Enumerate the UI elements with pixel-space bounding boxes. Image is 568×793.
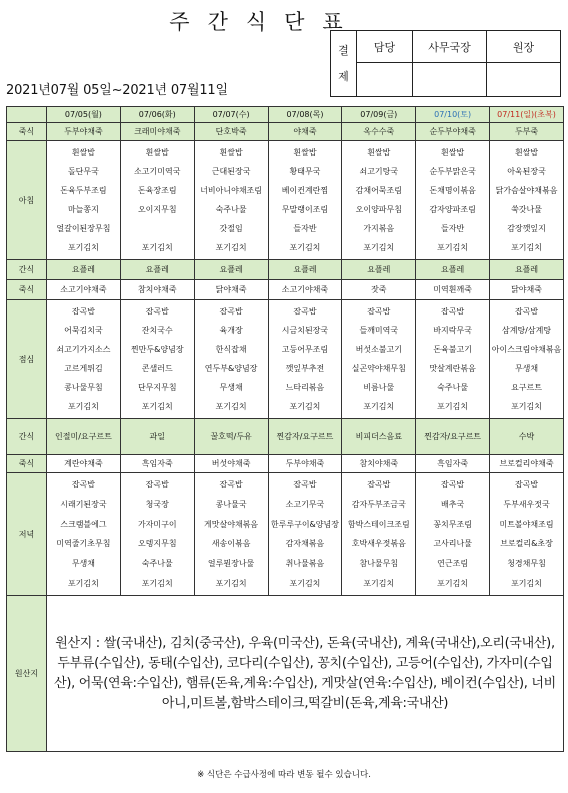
menu-item: 스크램블에그 bbox=[60, 519, 107, 529]
menu-day-cell bbox=[268, 141, 342, 260]
menu-item: 잡곡밥 bbox=[367, 480, 391, 489]
menu-item: 꽁치무조림 bbox=[433, 519, 472, 529]
menu-cell: 단호박죽 bbox=[194, 123, 268, 141]
menu-item: 포기김치 bbox=[215, 402, 247, 411]
menu-item: 돌단무국 bbox=[67, 167, 99, 176]
menu-item: 바지락무국 bbox=[433, 326, 472, 335]
menu-item: 잡곡밥 bbox=[71, 480, 96, 489]
menu-cell: 미역흰깨죽 bbox=[416, 280, 490, 300]
menu-item: 잡곡밥 bbox=[367, 307, 391, 316]
menu-cell: 비피더스음료 bbox=[342, 419, 416, 455]
menu-item: 잡곡밥 bbox=[441, 307, 465, 316]
menu-item: 숙주나물 bbox=[215, 205, 247, 214]
menu-item: 잡곡밥 bbox=[219, 307, 243, 316]
menu-item: 얼갈이된장무침 bbox=[56, 224, 111, 233]
menu-day-cell bbox=[47, 300, 121, 419]
row-label: 저녁 bbox=[7, 473, 47, 596]
menu-item: 들자반 bbox=[441, 224, 465, 233]
menu-day-cell bbox=[120, 300, 194, 419]
menu-item: 포기김치 bbox=[141, 402, 173, 411]
row-dinner-porridge bbox=[7, 455, 564, 473]
menu-item: 오이양파무침 bbox=[355, 205, 402, 214]
menu-item: 한루루구이&양념장 bbox=[270, 519, 339, 529]
menu-item: 고등어무조림 bbox=[281, 345, 329, 354]
menu-cell: 찐감자/요구르트 bbox=[416, 419, 490, 455]
menu-item: 감채어묵조림 bbox=[355, 186, 402, 195]
menu-item: 얼루뭔장나물 bbox=[207, 559, 255, 569]
menu-item: 소고기무국 bbox=[285, 499, 325, 509]
menu-item: 한식잡채 bbox=[215, 345, 247, 354]
menu-item: 무생채 bbox=[71, 559, 96, 569]
menu-item: 잡곡밥 bbox=[145, 480, 169, 489]
menu-item: 깻잎부추전 bbox=[285, 364, 325, 373]
menu-cell: 소고기야채죽 bbox=[47, 280, 121, 300]
menu-item: 무생채 bbox=[219, 383, 243, 392]
menu-item: 오뎅지무침 bbox=[137, 539, 177, 549]
approval-sign-3[interactable] bbox=[487, 63, 561, 97]
menu-item: 포기김치 bbox=[67, 402, 99, 411]
row-label: 간식 bbox=[7, 260, 47, 280]
date-cell-saturday: 07/10(토) bbox=[416, 107, 490, 123]
menu-item: 고르게튀김 bbox=[64, 364, 103, 373]
menu-day-cell bbox=[342, 141, 416, 260]
row-dinner bbox=[7, 473, 564, 596]
row-label: 간식 bbox=[7, 419, 47, 455]
menu-cell: 크래미야채죽 bbox=[120, 123, 194, 141]
row-snack-am bbox=[7, 260, 564, 280]
menu-item: 잡곡밥 bbox=[219, 480, 243, 489]
menu-item: 흰쌀밥 bbox=[219, 148, 243, 157]
row-lunch bbox=[7, 300, 564, 419]
menu-item: 흰쌀밥 bbox=[514, 148, 539, 157]
menu-item: 포기김치 bbox=[511, 243, 542, 252]
menu-item: 아이스크림야채볶음 bbox=[491, 345, 562, 354]
menu-item: 포기김치 bbox=[363, 578, 395, 588]
menu-item: 소고기미역국 bbox=[134, 167, 181, 176]
menu-cell: 요플레 bbox=[416, 260, 490, 280]
menu-day-cell bbox=[47, 473, 121, 596]
menu-item: 돈육두부조림 bbox=[60, 186, 107, 195]
menu-item: 잡곡밥 bbox=[293, 480, 317, 489]
menu-item: 포기김치 bbox=[437, 243, 469, 252]
menu-day-cell bbox=[416, 141, 490, 260]
row-lunch-porridge bbox=[7, 280, 564, 300]
date-cell-sunday: 07/11(일)(초복) bbox=[490, 107, 564, 123]
menu-cell: 수박 bbox=[490, 419, 564, 455]
menu-item: 미트볼야채조림 bbox=[499, 519, 554, 529]
menu-cell: 찐감자/요구르트 bbox=[268, 419, 342, 455]
menu-item: 들자반 bbox=[293, 224, 317, 233]
menu-item: 포기김치 bbox=[363, 243, 395, 252]
menu-item: 포기김치 bbox=[67, 243, 99, 252]
menu-item: 콩나물무침 bbox=[64, 383, 103, 392]
approval-role-1: 담당 bbox=[357, 31, 413, 63]
menu-item: 쑥갓나물 bbox=[511, 205, 542, 214]
menu-cell: 요플레 bbox=[490, 260, 564, 280]
row-label: 원산지 bbox=[7, 596, 47, 752]
menu-day-cell bbox=[416, 300, 490, 419]
menu-item: 버섯소불고기 bbox=[355, 345, 402, 354]
date-cell: 07/06(화) bbox=[120, 107, 194, 123]
menu-item: 참나물무침 bbox=[359, 559, 399, 569]
menu-item: 청경채무침 bbox=[507, 559, 546, 569]
approval-box bbox=[330, 30, 561, 97]
menu-item: 가자미구이 bbox=[137, 519, 177, 529]
menu-item: 포기김치 bbox=[141, 243, 173, 252]
menu-day-cell bbox=[268, 300, 342, 419]
menu-item: 돈채명이볶음 bbox=[429, 186, 476, 195]
menu-cell: 순두부야채죽 bbox=[416, 123, 490, 141]
menu-cell: 야채죽 bbox=[268, 123, 342, 141]
menu-item: 포기김치 bbox=[289, 578, 321, 588]
date-cell: 07/08(목) bbox=[268, 107, 342, 123]
menu-item: 포기김치 bbox=[215, 578, 247, 588]
menu-item: 두부새우젓국 bbox=[503, 499, 550, 509]
menu-item: 감자두부조금국 bbox=[351, 499, 406, 509]
menu-item: 청국장 bbox=[145, 499, 169, 509]
origin-text: 원산지 : 쌀(국내산), 김치(중국산), 우육(미국산), 돈육(국내산), 계육(국내산),오리(국내산), 두부류(수입산), 동태(수입산), 코다리(수입산), 꽁치(수입산), 고등어(수입산), 가자미(수입산), 어묵(연육:수입산), 햄류(돈육,계육:수입산), 게맛살(연육:수입산), 베이컨(수입산), 너비아니,미트볼,함박스테이크,떡갈비(돈육,계육:국내산) bbox=[47, 596, 564, 752]
menu-item: 잡곡밥 bbox=[293, 307, 317, 316]
menu-item: 근대된장국 bbox=[211, 167, 251, 176]
row-label: 죽식 bbox=[7, 280, 47, 300]
menu-item: 흰쌀밥 bbox=[441, 148, 465, 157]
menu-day-cell bbox=[342, 300, 416, 419]
menu-item: 가지볶음 bbox=[363, 224, 395, 233]
menu-item: 포기김치 bbox=[141, 578, 173, 588]
menu-item bbox=[156, 221, 159, 236]
menu-item: 포기김치 bbox=[363, 402, 395, 411]
menu-item: 어묵김치국 bbox=[64, 326, 103, 335]
menu-cell: 잣죽 bbox=[342, 280, 416, 300]
menu-item: 비름나물 bbox=[363, 383, 395, 392]
row-label: 죽식 bbox=[7, 455, 47, 473]
menu-item: 잡곡밥 bbox=[441, 480, 465, 489]
date-cell: 07/07(수) bbox=[194, 107, 268, 123]
menu-item: 브로컬리&초장 bbox=[500, 539, 553, 549]
menu-item: 잡곡밥 bbox=[514, 307, 539, 316]
menu-cell: 닭야채죽 bbox=[490, 280, 564, 300]
menu-item: 포기김치 bbox=[215, 243, 247, 252]
menu-cell: 과일 bbox=[120, 419, 194, 455]
menu-item: 찐만두&양념장 bbox=[130, 345, 184, 354]
menu-day-cell bbox=[416, 473, 490, 596]
menu-cell: 브로컬리야채죽 bbox=[490, 455, 564, 473]
menu-item: 잡곡밥 bbox=[514, 480, 539, 489]
date-header-row bbox=[7, 107, 564, 123]
menu-day-cell bbox=[490, 300, 564, 419]
row-breakfast bbox=[7, 141, 564, 260]
menu-cell: 흑임자죽 bbox=[120, 455, 194, 473]
menu-item: 육개장 bbox=[219, 326, 243, 335]
menu-item: 흰쌀밥 bbox=[293, 148, 317, 157]
menu-item: 감자양파조림 bbox=[429, 205, 476, 214]
menu-day-cell bbox=[342, 473, 416, 596]
menu-cell: 요플레 bbox=[47, 260, 121, 280]
menu-item: 실곤약야채무침 bbox=[351, 364, 406, 373]
menu-item: 잡곡밥 bbox=[145, 307, 169, 316]
approval-label: 결 제 bbox=[331, 31, 357, 97]
menu-cell: 요플레 bbox=[194, 260, 268, 280]
row-breakfast-porridge bbox=[7, 123, 564, 141]
menu-item: 쇠고기가지소스 bbox=[56, 345, 111, 354]
menu-day-cell bbox=[47, 141, 121, 260]
menu-day-cell bbox=[194, 473, 268, 596]
menu-item: 무말랭이조림 bbox=[281, 205, 329, 214]
row-label: 점심 bbox=[7, 300, 47, 419]
menu-item: 포기김치 bbox=[289, 243, 321, 252]
menu-item: 포기김치 bbox=[67, 578, 99, 588]
menu-item: 새송이볶음 bbox=[211, 539, 251, 549]
menu-cell: 버섯야채죽 bbox=[194, 455, 268, 473]
menu-cell: 요플레 bbox=[268, 260, 342, 280]
date-cell: 07/05(월) bbox=[47, 107, 121, 123]
menu-item: 감장깻잎지 bbox=[507, 224, 546, 233]
menu-item: 잡곡밥 bbox=[71, 307, 96, 316]
weekly-menu-table bbox=[6, 106, 564, 752]
menu-day-cell bbox=[120, 141, 194, 260]
menu-cell: 옥수수죽 bbox=[342, 123, 416, 141]
menu-cell: 두부야채죽 bbox=[47, 123, 121, 141]
menu-item: 아욱된장국 bbox=[507, 167, 546, 176]
menu-item: 콩나물국 bbox=[215, 499, 247, 509]
row-snack-pm bbox=[7, 419, 564, 455]
menu-item: 취나물볶음 bbox=[285, 559, 325, 569]
menu-item: 황태무국 bbox=[289, 167, 321, 176]
menu-cell: 흑임자죽 bbox=[416, 455, 490, 473]
menu-item: 마늘쫑지 bbox=[67, 205, 99, 214]
menu-item: 포기김치 bbox=[289, 402, 321, 411]
menu-day-cell bbox=[490, 473, 564, 596]
menu-item: 포기김치 bbox=[437, 402, 469, 411]
menu-cell: 닭야채죽 bbox=[194, 280, 268, 300]
menu-item: 흰쌀밥 bbox=[367, 148, 391, 157]
menu-item: 숙주나물 bbox=[141, 559, 173, 569]
menu-item: 단무지무침 bbox=[137, 383, 177, 392]
menu-cell: 꿀호떡/두유 bbox=[194, 419, 268, 455]
menu-item: 배추국 bbox=[441, 499, 465, 509]
menu-item: 순두부맑은국 bbox=[429, 167, 476, 176]
menu-item: 흰쌀밥 bbox=[71, 148, 96, 157]
menu-item: 요구르트 bbox=[511, 383, 542, 392]
menu-cell: 요플레 bbox=[120, 260, 194, 280]
menu-item: 돈육불고기 bbox=[433, 345, 472, 354]
footer-note: ※ 식단은 수급사정에 따라 변동 될수 있습니다. bbox=[197, 770, 371, 780]
menu-day-cell bbox=[194, 141, 268, 260]
menu-cell: 소고기야채죽 bbox=[268, 280, 342, 300]
menu-item: 갓절임 bbox=[219, 224, 243, 233]
menu-item: 오이지무침 bbox=[137, 205, 177, 214]
date-cell: 07/09(금) bbox=[342, 107, 416, 123]
menu-cell: 계란야채죽 bbox=[47, 455, 121, 473]
menu-item: 고사리나물 bbox=[433, 539, 472, 549]
menu-day-cell bbox=[194, 300, 268, 419]
row-origin bbox=[7, 596, 564, 752]
menu-day-cell bbox=[490, 141, 564, 260]
row-label: 죽식 bbox=[7, 123, 47, 141]
menu-cell: 참치야채죽 bbox=[342, 455, 416, 473]
approval-role-3: 원장 bbox=[487, 31, 561, 63]
approval-role-2: 사무국장 bbox=[413, 31, 487, 63]
menu-item: 콘샐러드 bbox=[141, 364, 173, 373]
menu-period: 2021년07월 05일~2021년 07월11일 bbox=[6, 83, 228, 98]
page-title: 주간식단표 bbox=[169, 10, 361, 34]
menu-item: 호박새우젓볶음 bbox=[351, 539, 406, 549]
menu-cell: 두부야채죽 bbox=[268, 455, 342, 473]
menu-item: 포기김치 bbox=[511, 578, 542, 588]
menu-item: 베이컨계란찜 bbox=[281, 186, 329, 195]
menu-day-cell bbox=[268, 473, 342, 596]
menu-item: 돈육장조림 bbox=[137, 186, 177, 195]
menu-item: 잔치국수 bbox=[141, 326, 173, 335]
menu-day-cell bbox=[120, 473, 194, 596]
menu-cell: 두부죽 bbox=[490, 123, 564, 141]
menu-item: 들깨미역국 bbox=[359, 326, 399, 335]
menu-item: 함박스테이크조림 bbox=[347, 519, 410, 529]
menu-item: 무생채 bbox=[514, 364, 539, 373]
menu-cell: 인절미/요구르트 bbox=[47, 419, 121, 455]
menu-item: 게맛살야채볶음 bbox=[204, 519, 259, 529]
approval-sign-1[interactable] bbox=[357, 63, 413, 97]
menu-item: 삼계탕/삼계탕 bbox=[501, 326, 552, 335]
menu-cell: 요플레 bbox=[342, 260, 416, 280]
menu-item: 숙주나물 bbox=[437, 383, 469, 392]
menu-item: 연근조림 bbox=[437, 559, 469, 569]
menu-item: 쇠고기탕국 bbox=[359, 167, 399, 176]
menu-item: 시금치된장국 bbox=[281, 326, 329, 335]
menu-item: 너비아니야채조림 bbox=[200, 186, 263, 195]
menu-item: 닭가슴살야채볶음 bbox=[495, 186, 558, 195]
menu-item: 포기김치 bbox=[511, 402, 542, 411]
menu-item: 연두부&양념장 bbox=[204, 364, 258, 373]
corner-cell bbox=[7, 107, 47, 123]
menu-item: 시래기된장국 bbox=[60, 499, 107, 509]
menu-item: 흰쌀밥 bbox=[145, 148, 169, 157]
menu-cell: 참치야채죽 bbox=[120, 280, 194, 300]
menu-item: 느타리볶음 bbox=[285, 383, 325, 392]
row-label: 아침 bbox=[7, 141, 47, 260]
menu-item: 포기김치 bbox=[437, 578, 469, 588]
approval-sign-2[interactable] bbox=[413, 63, 487, 97]
menu-item: 맛살계란볶음 bbox=[429, 364, 476, 373]
menu-item: 감자채볶음 bbox=[285, 539, 325, 549]
menu-item: 미역줄기초무침 bbox=[56, 539, 111, 549]
